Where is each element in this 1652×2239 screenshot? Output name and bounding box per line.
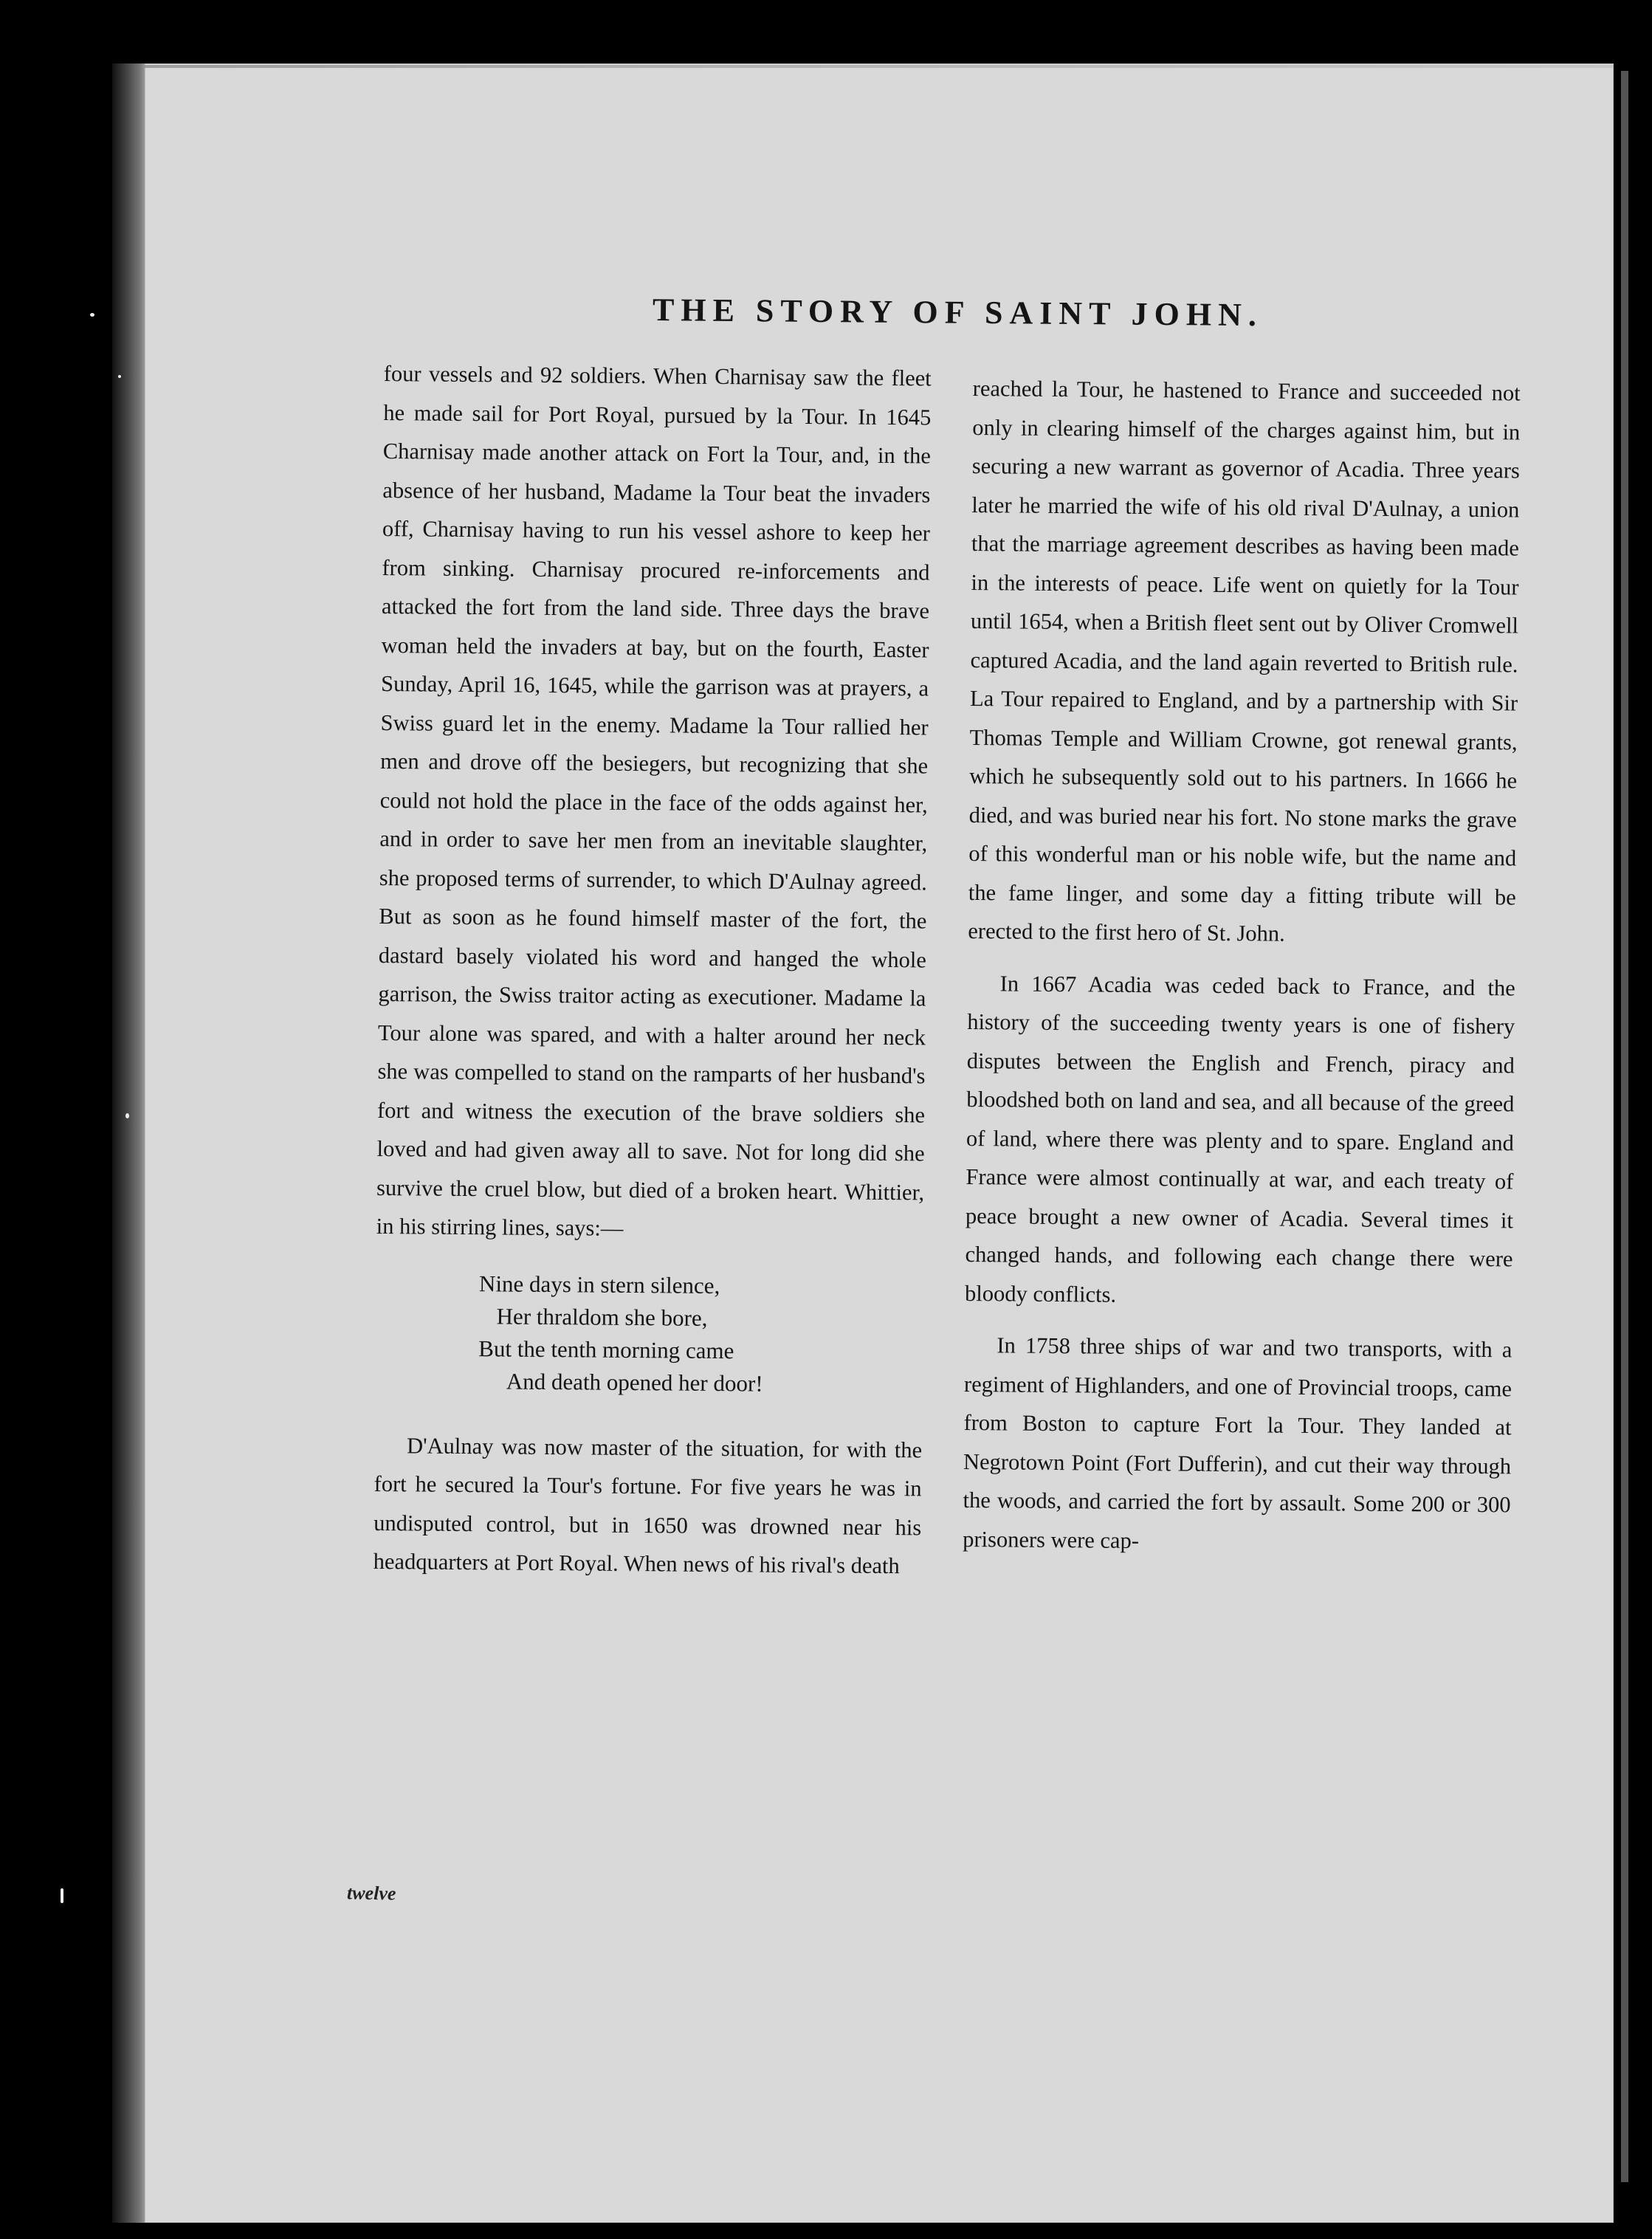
scan-speck xyxy=(118,375,121,378)
running-head: THE STORY OF SAINT JOHN. xyxy=(652,292,1264,334)
left-column xyxy=(374,354,932,1586)
body-paragraph: D'Aulnay was now master of the situation, for with the fort he secured la Tour's fortune. For five years he was in undisputed control, but in 1650 was drowned near his headquarters at Port Royal. When news of his rival's death xyxy=(373,1432,923,1579)
scan-speck xyxy=(125,1113,129,1118)
scan-speck xyxy=(90,313,94,317)
body-paragraph: reached la Tour, he hastened to France and succeeded not only in clearing himself of the charges against him, but in securing a new warrant as governor of Acadia. Three years later he married the wife of his old rival D'Aulnay, a union that the marriage agreement describes as having been made in the interests of peace. Life went on quietly for la Tour until 1654, when a British fleet sent out by Oliver Cromwell captured Acadia, and the land again reverted to British rule. La Tour repaired to England, and by a partnership with Sir Thomas Temple and William Crowne, got renewal grants, which he subsequently sold out to his partners. In 1666 he died, and was buried near his fort. No stone marks the grave of this wonderful man or his noble wife, but the name and the fame linger, and some day a fitting tribute will be erected to the first hero of St. John. xyxy=(968,375,1521,946)
scan-speck xyxy=(61,1888,63,1903)
verse-line: And death opened her door! xyxy=(506,1368,763,1397)
whittier-verse xyxy=(478,1268,924,1401)
verse-line: But the tenth morning came xyxy=(478,1335,734,1363)
verse-line: Her thraldom she bore, xyxy=(496,1302,708,1331)
body-paragraph: In 1667 Acadia was ceded back to France, and the history of the succeeding twenty years is one of fishery disputes between the English and French, piracy and bloodshed both on land and sea, and all because of the greed of land, where there was plenty and to spare. England and France were almost continually at war, and each treaty of peace brought a new owner of Acadia. Several times it changed hands, and following each change there were bloody conflicts. xyxy=(964,970,1515,1307)
book-binding-shadow xyxy=(112,63,145,2223)
page-right-edge xyxy=(1621,71,1628,2182)
page-top-edge xyxy=(145,65,1614,68)
body-paragraph: four vessels and 92 soldiers. When Charnisay saw the fleet he made sail for Port Royal, pursued by la Tour. In 1645 Charnisay made another attack on Fort la Tour, and, in the absence of her husband, Madame la Tour beat the invaders off, Charnisay having to run his vessel ashore to keep her from sinking. Charnisay procured re-inforcements and attacked the fort from the land side. Three days the brave woman held the invaders at bay, but on the fourth, Easter Sunday, April 16, 1645, while the garrison was at prayers, a Swiss guard let in the enemy. Madame la Tour rallied her men and drove off the besiegers, but recognizing that she could not hold the place in the face of the odds against her, and in order to save her men from an inevitable slaughter, she proposed terms of surrender, to which D'Aulnay agreed. But as soon as he found himself master of the fort, the dastard basely violated his word and hanged the whole garrison, the Swiss traitor acting as executioner. Madame la Tour alone was spared, and with a halter around her neck she was compelled to stand on the ramparts of her husband's fort and witness the execution of the brave soldiers she loved and had given away all to save. Not for long did she survive the cruel blow, but died of a broken heart. Whittier, in his stirring lines, says:— xyxy=(376,360,932,1241)
body-paragraph: In 1758 three ships of war and two transports, with a regiment of Highlanders, and one of Provincial troops, came from Boston to capture Fort la Tour. They landed at Negrotown Point (Fort Dufferin), and cut their way through the woods, and carried the fort by assault. Some 200 or 300 prisoners were cap- xyxy=(963,1332,1512,1553)
verse-line: Nine days in stern silence, xyxy=(478,1270,720,1299)
right-column xyxy=(963,369,1521,1563)
page-number: twelve xyxy=(346,1882,396,1905)
